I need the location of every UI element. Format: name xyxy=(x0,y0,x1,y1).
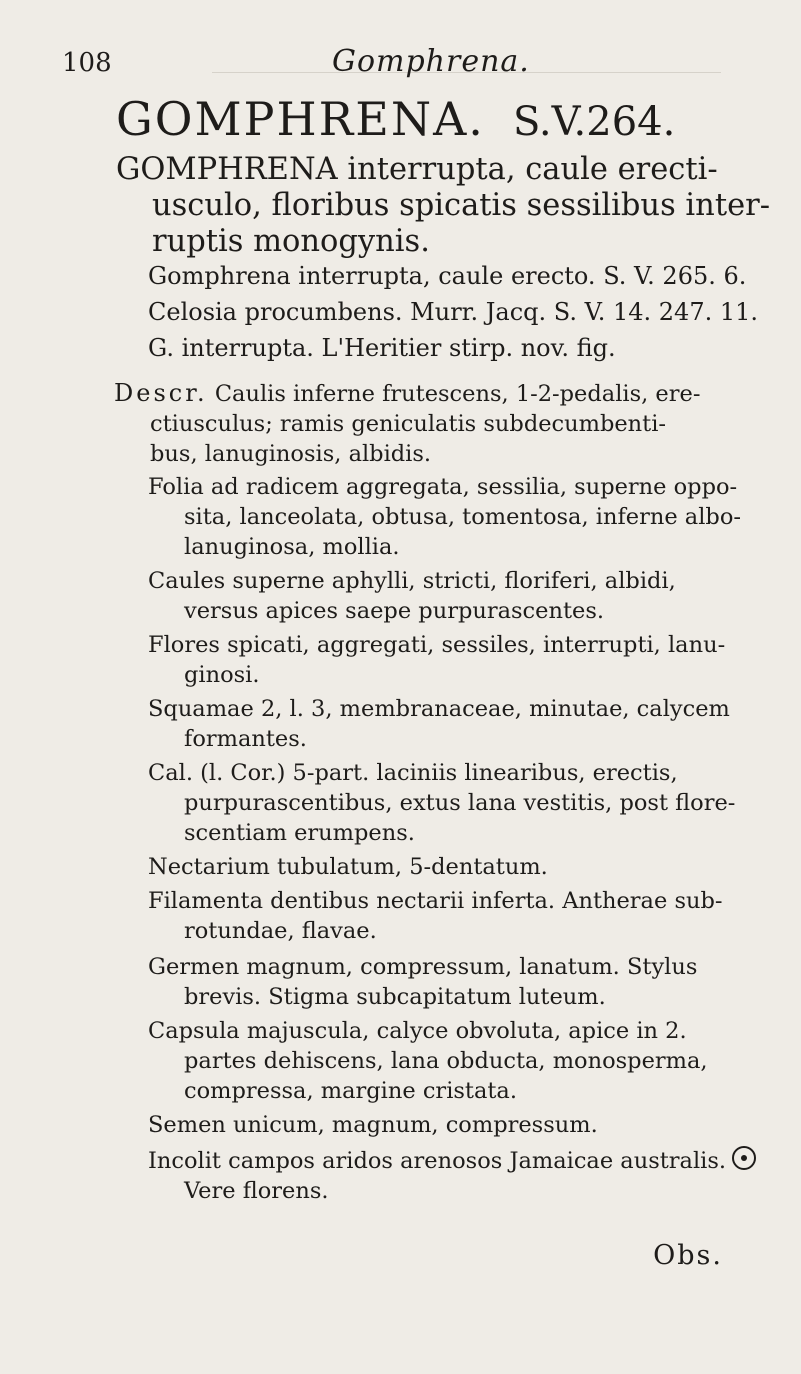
description-germen xyxy=(148,952,788,1012)
text-line: Vere florens. xyxy=(184,1178,329,1204)
diagnosis-line: GOMPHRENA interrupta, caule erecti- xyxy=(116,152,718,187)
text-line: partes dehiscens, lana obducta, monosperma, xyxy=(184,1048,708,1074)
text-line: scentiam erumpens. xyxy=(184,820,415,846)
genus-name: GOMPHRENA. xyxy=(116,92,485,146)
text-line: rotundae, flavae. xyxy=(184,918,377,944)
text-line: Flores spicati, aggregati, sessiles, interrupti, lanu- xyxy=(148,632,726,658)
description-folia xyxy=(148,472,788,562)
descr-label: Descr. xyxy=(114,379,208,407)
text-line: Nectarium tubulatum, 5-dentatum. xyxy=(148,854,548,880)
text-line: Squamae 2, l. 3, membranaceae, minutae, calycem xyxy=(148,696,730,722)
text-line: Caules superne aphylli, stricti, floriferi, albidi, xyxy=(148,568,676,594)
text-line: Cal. (l. Cor.) 5-part. laciniis linearibus, erectis, xyxy=(148,760,678,786)
text-line: Capsula majuscula, calyce obvoluta, apice in 2. xyxy=(148,1018,687,1044)
text-line: sita, lanceolata, obtusa, tomentosa, inferne albo- xyxy=(184,504,741,530)
text-line: Germen magnum, compressum, lanatum. Stylus xyxy=(148,954,698,980)
description-filamenta xyxy=(148,886,788,946)
genus-reference: S.V.264. xyxy=(512,99,676,145)
synonym-line: G. interrupta. L'Heritier stirp. nov. fig. xyxy=(148,334,616,362)
description-nectarium xyxy=(148,852,788,882)
text-line: versus apices saepe purpurascentes. xyxy=(184,598,605,624)
page-number: 108 xyxy=(62,48,112,78)
text-line: purpurascentibus, extus lana vestitis, post flore- xyxy=(184,790,736,816)
description-capsula xyxy=(148,1016,788,1106)
diagnosis-line: ruptis monogynis. xyxy=(152,224,430,259)
text-line: brevis. Stigma subcapitatum luteum. xyxy=(184,984,606,1010)
running-title: Gomphrena. xyxy=(332,44,530,79)
text-line: lanuginosa, mollia. xyxy=(184,534,400,560)
text-line: compressa, margine cristata. xyxy=(184,1078,517,1104)
catchword: Obs. xyxy=(653,1240,723,1271)
description-flores xyxy=(148,630,788,690)
description-semen xyxy=(148,1110,788,1140)
text-line: Caulis inferne frutescens, 1-2-pedalis, ere- xyxy=(214,381,701,407)
description-caulis xyxy=(114,378,790,469)
running-head xyxy=(62,40,781,84)
description-habitat xyxy=(148,1146,788,1206)
text-line: bus, lanuginosis, albidis. xyxy=(150,441,432,467)
synonym-line: Gomphrena interrupta, caule erecto. S. V. 265. 6. xyxy=(148,262,747,290)
text-line: ctiusculus; ramis geniculatis subdecumbenti- xyxy=(150,411,667,437)
circled-dot-icon xyxy=(732,1146,756,1170)
text-line: formantes. xyxy=(184,726,307,752)
text-line: Folia ad radicem aggregata, sessilia, superne oppo- xyxy=(148,474,738,500)
genus-heading xyxy=(116,92,675,146)
text-line: ginosi. xyxy=(184,662,260,688)
synonym-line: Celosia procumbens. Murr. Jacq. S. V. 14. 247. 11. xyxy=(148,298,759,326)
description-caules xyxy=(148,566,788,626)
description-calyx xyxy=(148,758,788,848)
text-line: Incolit campos aridos arenosos Jamaicae australis. xyxy=(148,1148,727,1174)
text-line: Semen unicum, magnum, compressum. xyxy=(148,1112,598,1138)
text-line: Filamenta dentibus nectarii inferta. Antherae sub- xyxy=(148,888,723,914)
description-squamae xyxy=(148,694,788,754)
diagnosis-line: usculo, floribus spicatis sessilibus inter- xyxy=(152,188,771,223)
species-diagnosis xyxy=(116,152,776,260)
